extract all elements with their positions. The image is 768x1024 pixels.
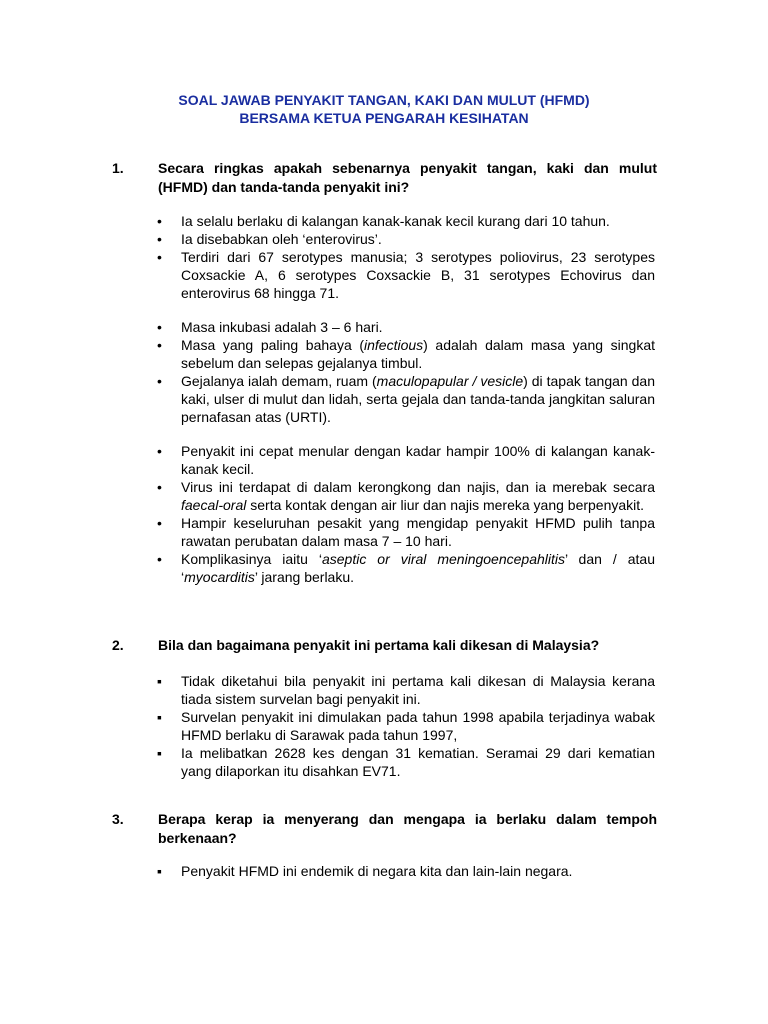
bullet-icon [157,514,162,532]
list-item: ▪ Survelan penyakit ini dimulakan pada tahun 1998 apabila terjadinya wabak HFMD berlaku di Sarawak pada tahun 1997, [0,708,655,744]
question-1-text: Secara ringkas apakah sebenarnya penyakit tangan, kaki dan mulut (HFMD) dan tanda-tanda penyakit ini? [158,160,657,195]
question-2-text: Bila dan bagaimana penyakit ini pertama kali dikesan di Malaysia? [158,637,600,653]
list-item: • Masa yang paling bahaya (infectious) adalah dalam masa yang singkat sebelum dan selepas gejalanya timbul. [0,336,655,372]
bullet-icon [157,248,162,266]
question-3-number: 3. [112,811,124,827]
question-3-text: Berapa kerap ia menyerang dan mengapa ia berlaku dalam tempoh berkenaan? [158,811,657,846]
square-bullet-icon [157,744,162,762]
list-item: ▪ Ia melibatkan 2628 kes dengan 31 kematian. Seramai 29 dari kematian yang dilaporkan itu disahkan EV71. [0,744,655,780]
question-2-number: 2. [112,637,124,653]
question-2 [112,636,657,655]
question-2-answers [0,672,655,780]
document-title [0,91,768,127]
list-item: • Komplikasinya iaitu ‘aseptic or viral meningoencepahlitis’ dan / atau ‘myocarditis’ jarang berlaku. [0,550,655,586]
question-3 [112,810,657,848]
bullet-icon [157,212,162,230]
question-3-answers [0,862,655,880]
bullet-icon [157,318,162,336]
bullet-icon [157,478,162,496]
bullet-icon [157,372,162,390]
title-line-2: BERSAMA KETUA PENGARAH KESIHATAN [239,110,529,126]
bullet-icon [157,336,162,354]
question-1-number: 1. [112,160,124,176]
list-item: • Ia disebabkan oleh ‘enterovirus’. [0,230,655,248]
bullet-icon [157,230,162,248]
bullet-icon [157,442,162,460]
list-item: • Penyakit ini cepat menular dengan kadar hampir 100% di kalangan kanak-kanak kecil. [0,442,655,478]
title-line-1: SOAL JAWAB PENYAKIT TANGAN, KAKI DAN MULUT (HFMD) [178,92,590,108]
list-item: • Ia selalu berlaku di kalangan kanak-kanak kecil kurang dari 10 tahun. [0,212,655,230]
list-item: • Gejalanya ialah demam, ruam (maculopapular / vesicle) di tapak tangan dan kaki, ulser di mulut dan lidah, serta gejala dan tanda-tanda jangkitan saluran pernafasan atas (URTI). [0,372,655,426]
square-bullet-icon [157,672,162,690]
bullet-icon [157,550,162,568]
list-item: • Terdiri dari 67 serotypes manusia; 3 serotypes poliovirus, 23 serotypes Coxsackie A, 6 serotypes Coxsackie B, 31 serotypes Echovirus dan enterovirus 68 hingga 71. [0,248,655,302]
list-item: ▪ Tidak diketahui bila penyakit ini pertama kali dikesan di Malaysia kerana tiada sistem survelan bagi penyakit ini. [0,672,655,708]
list-item: • Hampir keseluruhan pesakit yang mengidap penyakit HFMD pulih tanpa rawatan perubatan dalam masa 7 – 10 hari. [0,514,655,550]
question-1 [112,159,657,197]
square-bullet-icon [157,862,162,880]
list-item: • Virus ini terdapat di dalam kerongkong dan najis, dan ia merebak secara faecal-oral serta kontak dengan air liur dan najis mereka yang berpenyakit. [0,478,655,514]
square-bullet-icon [157,708,162,726]
list-item: • Masa inkubasi adalah 3 – 6 hari. [0,318,655,336]
question-1-answers [0,212,655,586]
list-item: ▪ Penyakit HFMD ini endemik di negara kita dan lain-lain negara. [0,862,655,880]
